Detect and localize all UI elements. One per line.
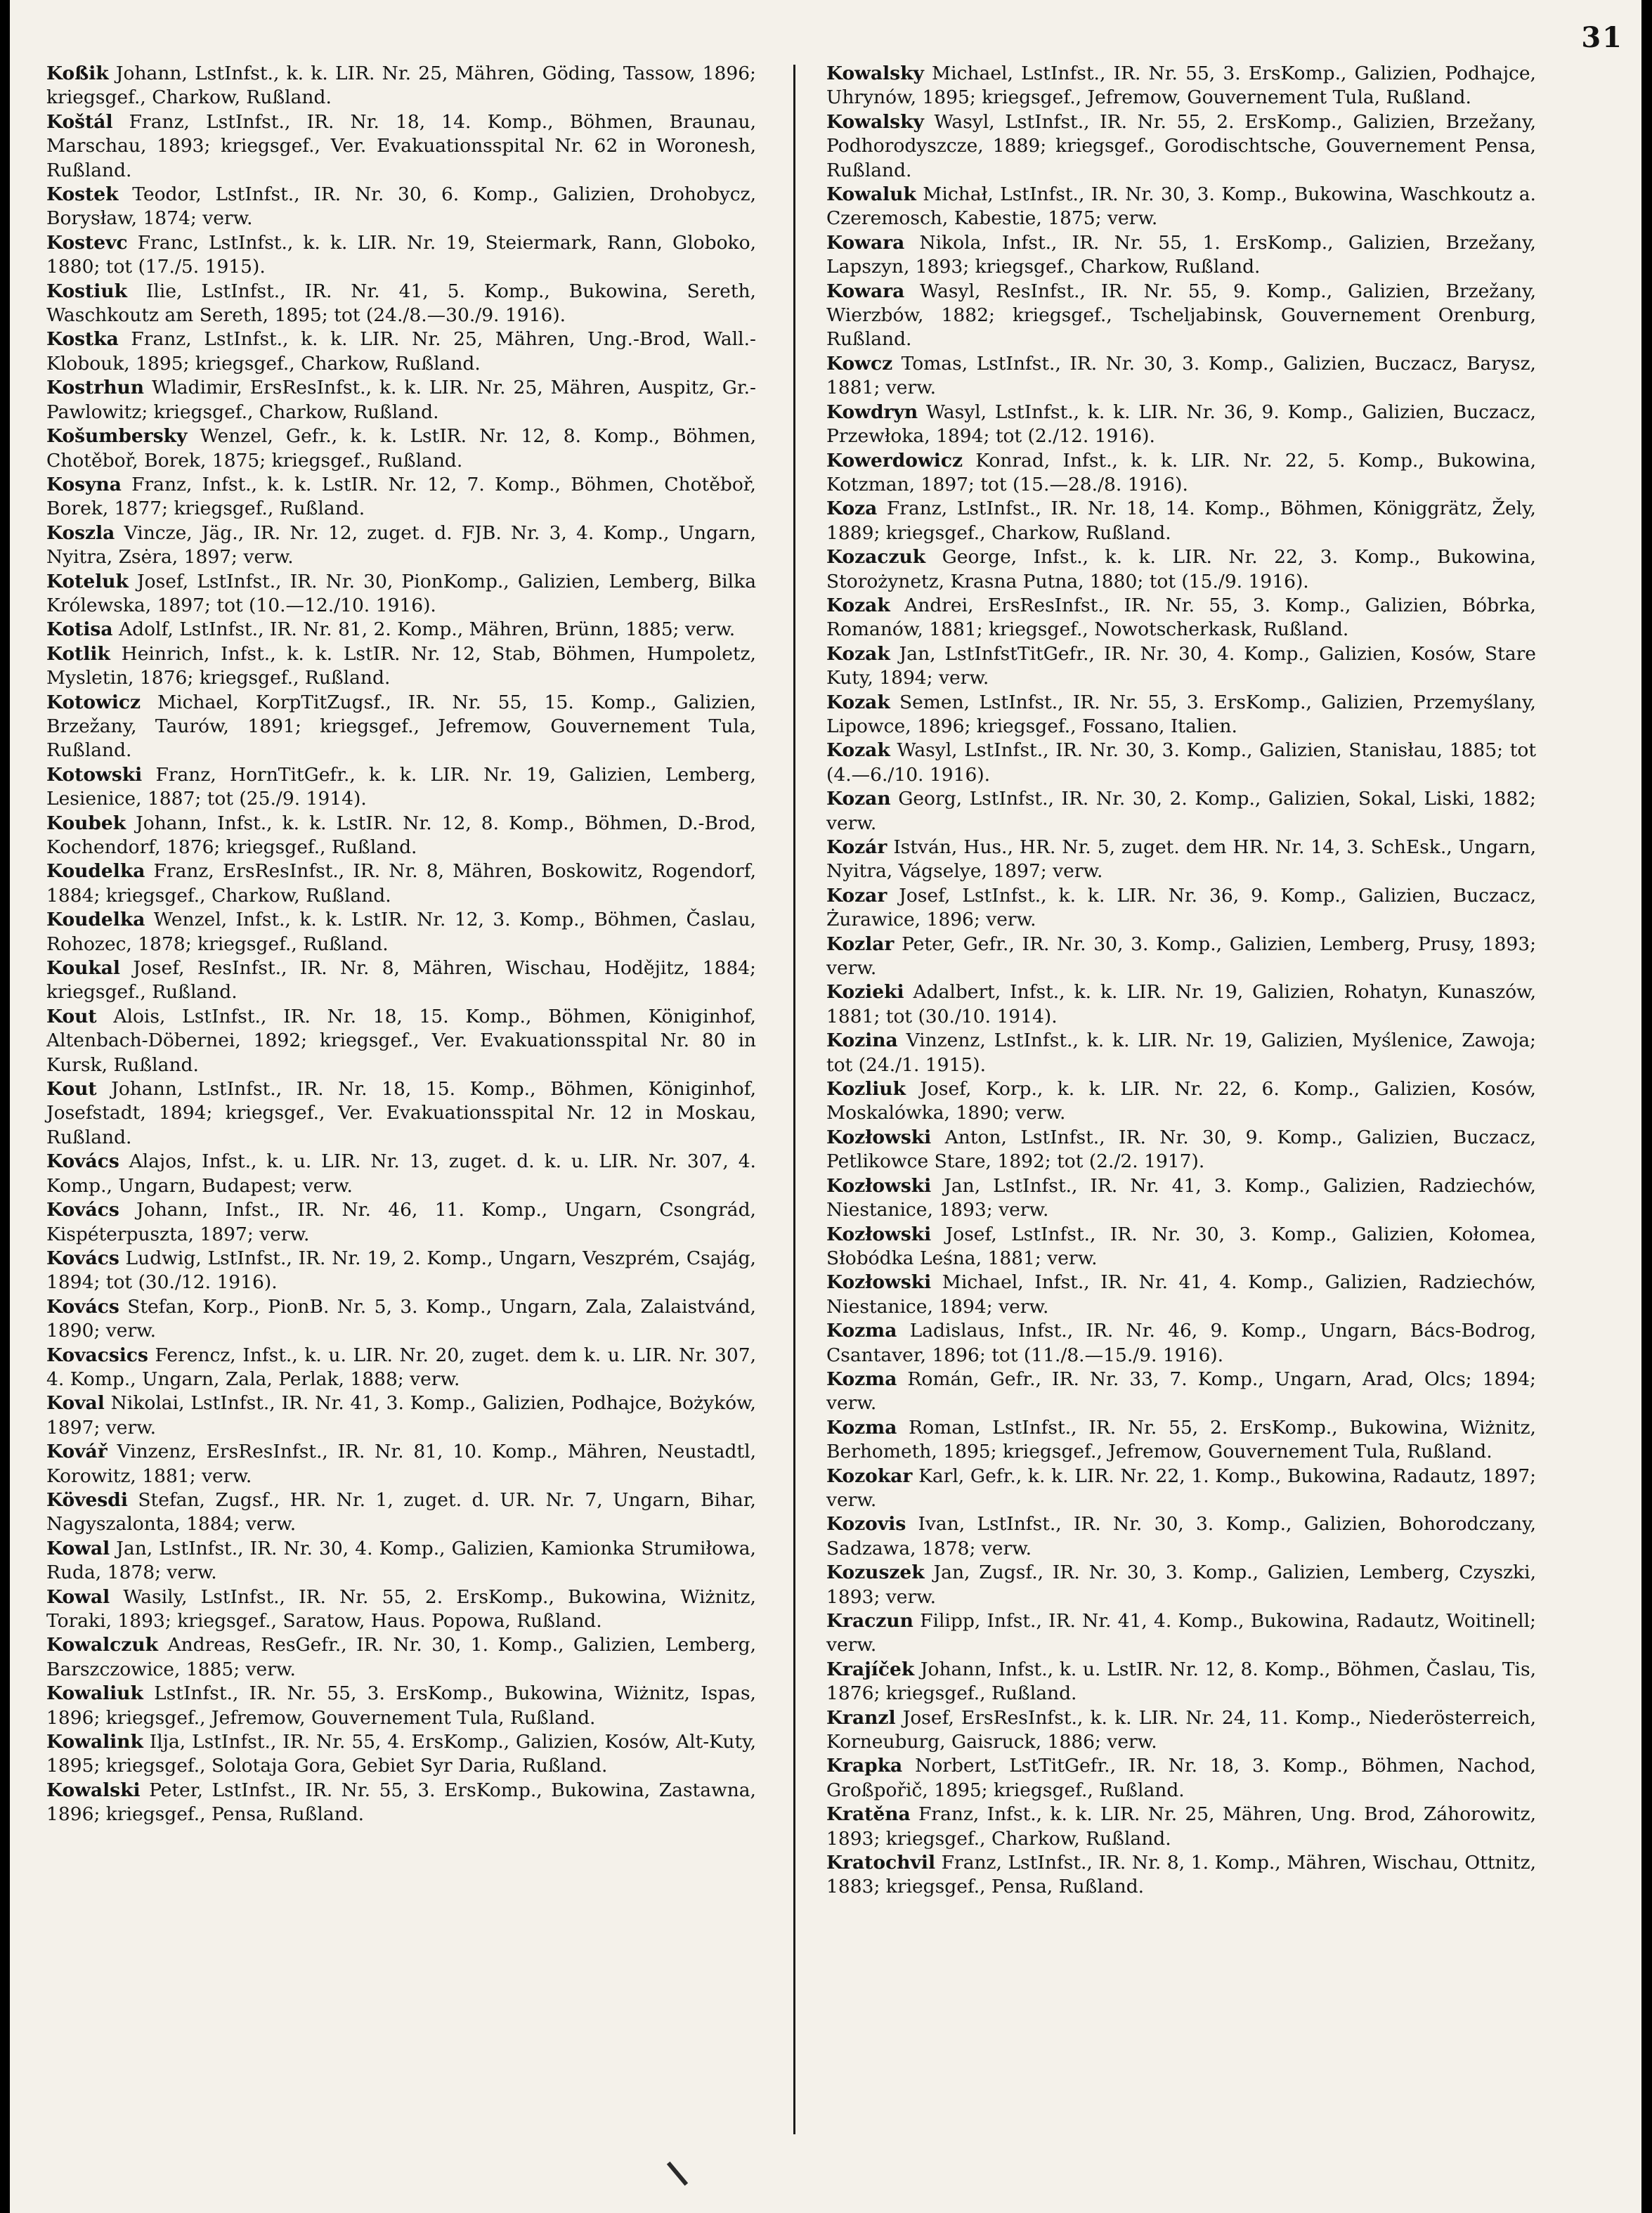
- casualty-entry: [46, 424, 756, 473]
- entry-details: Roman, LstInfst., IR. Nr. 55, 2. ErsKomp., Bukowina, Wiżnitz, Berhometh, 1895; kriegsgef., Jefremow, Gouvernement Tula, Rußland.: [826, 1416, 1536, 1463]
- casualty-entry: [46, 1779, 756, 1827]
- column-divider: [793, 65, 795, 2134]
- entry-surname: Kozłowski: [826, 1223, 932, 1245]
- entry-surname: Kotisa: [46, 618, 113, 641]
- casualty-entry: [46, 956, 756, 1005]
- entry-details: Ludwig, LstInfst., IR. Nr. 19, 2. Komp., Ungarn, Veszprém, Csajág, 1894; tot (30./12. 1916).: [46, 1247, 756, 1294]
- casualty-entry: [46, 62, 756, 110]
- casualty-entry: [826, 787, 1536, 836]
- entry-details: Michał, LstInfst., IR. Nr. 30, 3. Komp., Bukowina, Waschkoutz a. Czeremosch, Kabestie, 1875; verw.: [826, 183, 1536, 230]
- entry-surname: Kranzl: [826, 1706, 896, 1729]
- casualty-entry: [826, 642, 1536, 691]
- entry-details: Georg, LstInfst., IR. Nr. 30, 2. Komp., Galizien, Sokal, Liski, 1882; verw.: [826, 788, 1536, 834]
- casualty-entry: [826, 280, 1536, 352]
- entry-surname: Kratěna: [826, 1803, 911, 1826]
- casualty-entry: [826, 62, 1536, 110]
- entry-details: Josef, LstInfst., IR. Nr. 30, PionKomp., Galizien, Lemberg, Bilka Królewska, 1897; tot (10.—12./10. 1916).: [46, 570, 756, 616]
- entry-surname: Koza: [826, 498, 878, 520]
- casualty-entry: [46, 618, 756, 642]
- casualty-entry: [46, 473, 756, 521]
- entry-surname: Kozokar: [826, 1465, 913, 1487]
- entry-surname: Koubek: [46, 812, 126, 834]
- casualty-entry: [826, 545, 1536, 594]
- entry-details: Josef, ErsResInfst., k. k. LIR. Nr. 24, 11. Komp., Niederösterreich, Korneuburg, Gaisruck, 1886; verw.: [826, 1706, 1536, 1753]
- casualty-entry: [826, 1465, 1536, 1513]
- entry-surname: Kostevc: [46, 231, 128, 254]
- document-page: [10, 0, 1641, 2213]
- entry-details: Peter, Gefr., IR. Nr. 30, 3. Komp., Galizien, Lemberg, Prusy, 1893; verw.: [826, 933, 1536, 980]
- entry-details: Wenzel, Gefr., k. k. LstIR. Nr. 12, 8. Komp., Böhmen, Chotěboř, Borek, 1875; kriegsgef., Rußland.: [46, 425, 756, 472]
- casualty-entry: [46, 1150, 756, 1198]
- entry-details: Michael, Infst., IR. Nr. 41, 4. Komp., Galizien, Radziechów, Niestanice, 1894; verw.: [826, 1271, 1536, 1318]
- casualty-entry: [46, 280, 756, 328]
- entry-surname: Kozar: [826, 884, 887, 907]
- entry-surname: Koudelka: [46, 909, 145, 931]
- casualty-entry: [826, 1754, 1536, 1803]
- casualty-entry: [826, 1416, 1536, 1465]
- left-column: [46, 62, 756, 1827]
- entry-surname: Kozłowski: [826, 1271, 932, 1294]
- entry-surname: Kovář: [46, 1441, 108, 1463]
- entry-details: Wasyl, ResInfst., IR. Nr. 55, 9. Komp., Galizien, Brzežany, Wierzbów, 1882; kriegsgef., Tscheljabinsk, Gouvernement Orenburg, Rußland.: [826, 280, 1536, 351]
- entry-details: Wasyl, LstInfst., IR. Nr. 30, 3. Komp., Galizien, Stanisłau, 1885; tot (4.—6./10. 1916).: [826, 739, 1536, 786]
- entry-surname: Kostiuk: [46, 280, 127, 302]
- casualty-entry: [46, 231, 756, 280]
- entry-surname: Koštál: [46, 110, 113, 133]
- entry-surname: Kovács: [46, 1295, 119, 1318]
- entry-details: Michael, LstInfst., IR. Nr. 55, 3. ErsKomp., Galizien, Podhajce, Uhrynów, 1895; kriegsgef., Jefremow, Gouvernement Tula, Rußland.: [826, 63, 1536, 109]
- entry-details: Andrei, ErsResInfst., IR. Nr. 55, 3. Komp., Galizien, Bóbrka, Romanów, 1881; kriegsgef., Nowotscherkask, Rußland.: [826, 594, 1536, 641]
- entry-surname: Krapka: [826, 1755, 903, 1777]
- casualty-entry: [46, 1005, 756, 1077]
- entry-surname: Kozłowski: [826, 1126, 932, 1148]
- casualty-entry: [46, 1537, 756, 1585]
- entry-details: Franz, Infst., k. k. LIR. Nr. 25, Mähren, Ung. Brod, Záhorowitz, 1893; kriegsgef., Charkow, Rußland.: [826, 1803, 1536, 1850]
- page-number: 31: [1581, 21, 1623, 54]
- entry-details: George, Infst., k. k. LIR. Nr. 22, 3. Komp., Bukowina, Storożynetz, Krasna Putna, 1880; tot (15./9. 1916).: [826, 546, 1536, 592]
- entry-surname: Kosyna: [46, 473, 122, 495]
- entry-surname: Kowcz: [826, 352, 893, 375]
- casualty-entry: [826, 1077, 1536, 1126]
- entry-surname: Kowara: [826, 231, 905, 254]
- entry-details: Heinrich, Infst., k. k. LstIR. Nr. 12, Stab, Böhmen, Humpoletz, Mysletin, 1876; kriegsgef., Rußland.: [46, 642, 756, 689]
- entry-details: Josef, Korp., k. k. LIR. Nr. 22, 6. Komp., Galizien, Kosów, Moskalówka, 1890; verw.: [826, 1078, 1536, 1124]
- casualty-entry: [826, 352, 1536, 401]
- entry-details: Ivan, LstInfst., IR. Nr. 30, 3. Komp., Galizien, Bohorodczany, Sadzawa, 1878; verw.: [826, 1513, 1536, 1559]
- entry-details: Tomas, LstInfst., IR. Nr. 30, 3. Komp., Galizien, Buczacz, Barysz, 1881; verw.: [826, 352, 1536, 399]
- casualty-entry: [826, 1271, 1536, 1319]
- entry-surname: Kowerdowicz: [826, 449, 963, 472]
- entry-surname: Kraczun: [826, 1610, 913, 1632]
- entry-surname: Kovács: [46, 1199, 119, 1221]
- scan-artifact-mark: [667, 2162, 688, 2186]
- entry-details: Josef, LstInfst., k. k. LIR. Nr. 36, 9. Komp., Galizien, Buczacz, Żurawice, 1896; verw.: [826, 884, 1536, 931]
- entry-details: Román, Gefr., IR. Nr. 33, 7. Komp., Ungarn, Arad, Olcs; 1894; verw.: [826, 1368, 1536, 1415]
- entry-details: Alajos, Infst., k. u. LIR. Nr. 13, zuget. d. k. u. LIR. Nr. 307, 4. Komp., Ungarn, Budapest; verw.: [46, 1150, 756, 1197]
- entry-details: Teodor, LstInfst., IR. Nr. 30, 6. Komp., Galizien, Drohobycz, Borysław, 1874; verw.: [46, 183, 756, 230]
- entry-details: Johann, LstInfst., k. k. LIR. Nr. 25, Mähren, Göding, Tassow, 1896; kriegsgef., Charkow, Rußland.: [46, 63, 756, 109]
- casualty-entry: [826, 449, 1536, 498]
- entry-surname: Kozina: [826, 1030, 898, 1052]
- casualty-entry: [826, 110, 1536, 183]
- casualty-entry: [826, 1706, 1536, 1755]
- casualty-entry: [826, 739, 1536, 787]
- entry-details: Stefan, Zugsf., HR. Nr. 1, zuget. d. UR. Nr. 7, Ungarn, Bihar, Nagyszalonta, 1884; verw.: [46, 1488, 756, 1536]
- entry-surname: Kozak: [826, 739, 890, 762]
- entry-details: Johann, Infst., IR. Nr. 46, 11. Komp., Ungarn, Csongrád, Kispéterpuszta, 1897; verw.: [46, 1199, 756, 1245]
- entry-surname: Kozieki: [826, 981, 904, 1004]
- entry-surname: Kostka: [46, 328, 119, 351]
- entry-surname: Kovács: [46, 1150, 119, 1173]
- casualty-entry: [46, 1488, 756, 1537]
- entry-surname: Kozłowski: [826, 1174, 932, 1197]
- casualty-entry: [46, 1391, 756, 1440]
- entry-details: Karl, Gefr., k. k. LIR. Nr. 22, 1. Komp., Bukowina, Radautz, 1897; verw.: [826, 1465, 1537, 1511]
- entry-surname: Kowalink: [46, 1731, 143, 1753]
- entry-details: Franz, LstInfst., IR. Nr. 18, 14. Komp., Böhmen, Königgrätz, Žely, 1889; kriegsgef., Charkow, Rußland.: [826, 498, 1536, 544]
- entry-details: Johann, Infst., k. k. LstIR. Nr. 12, 8. Komp., Böhmen, D.-Brod, Kochendorf, 1876; kriegsgef., Rußland.: [46, 812, 756, 858]
- entry-details: Jan, LstInfstTitGefr., IR. Nr. 30, 4. Komp., Galizien, Kosów, Stare Kuty, 1894; verw.: [826, 642, 1536, 689]
- entry-details: Ilja, LstInfst., IR. Nr. 55, 4. ErsKomp., Galizien, Kosów, Alt-Kuty, 1895; kriegsgef., Solotaja Gora, Gebiet Syr Daria, Rußland.: [46, 1731, 756, 1777]
- entry-surname: Kowal: [46, 1537, 110, 1559]
- entry-details: Wasyl, LstInfst., IR. Nr. 55, 2. ErsKomp., Galizien, Brzežany, Podhorodyszcze, 1889; kriegsgef., Gorodischtsche, Gouvernement Pensa, Rußland.: [826, 110, 1536, 181]
- entry-surname: Kozovis: [826, 1513, 906, 1536]
- entry-surname: Kozaczuk: [826, 546, 926, 569]
- casualty-entry: [826, 691, 1536, 739]
- casualty-entry: [826, 836, 1536, 884]
- entry-details: Stefan, Korp., PionB. Nr. 5, 3. Komp., Ungarn, Zala, Zalaistvánd, 1890; verw.: [46, 1295, 756, 1342]
- entry-surname: Kozma: [826, 1320, 897, 1342]
- entry-surname: Kotowicz: [46, 691, 141, 713]
- entry-details: Alois, LstInfst., IR. Nr. 18, 15. Komp., Böhmen, Königinhof, Altenbach-Döbernei, 1892; kriegsgef., Ver. Evakuationsspital Nr. 80 in Kursk, Rußland.: [46, 1005, 756, 1076]
- entry-details: Vincze, Jäg., IR. Nr. 12, zuget. d. FJB. Nr. 3, 4. Komp., Ungarn, Nyitra, Zsėra, 1897; verw.: [46, 521, 756, 569]
- entry-surname: Kozlar: [826, 933, 895, 955]
- entry-surname: Kozak: [826, 691, 890, 713]
- entry-surname: Kowaliuk: [46, 1682, 143, 1705]
- casualty-entry: [46, 1682, 756, 1730]
- casualty-entry: [46, 183, 756, 231]
- entry-details: Franz, LstInfst., k. k. LIR. Nr. 25, Mähren, Ung.-Brod, Wall.-Klobouk, 1895; kriegsgef., Charkow, Rußland.: [46, 328, 756, 375]
- right-column: [826, 62, 1536, 1900]
- entry-details: Franz, HornTitGefr., k. k. LIR. Nr. 19, Galizien, Lemberg, Lesienice, 1887; tot (25./9. 1914).: [46, 763, 756, 810]
- entry-details: Konrad, Infst., k. k. LIR. Nr. 22, 5. Komp., Bukowina, Kotzman, 1897; tot (15.—28./8. 1916).: [826, 449, 1536, 495]
- entry-surname: Kozan: [826, 788, 891, 810]
- entry-surname: Kostrhun: [46, 377, 145, 399]
- entry-details: Franc, LstInfst., k. k. LIR. Nr. 19, Steiermark, Rann, Globoko, 1880; tot (17./5. 1915).: [46, 231, 756, 278]
- casualty-entry: [46, 1730, 756, 1779]
- entry-surname: Kozliuk: [826, 1078, 906, 1101]
- entry-details: Ladislaus, Infst., IR. Nr. 46, 9. Komp., Ungarn, Bács-Bodrog, Csantaver, 1896; tot (11./8.—15./9. 1916).: [826, 1320, 1536, 1366]
- entry-details: Adalbert, Infst., k. k. LIR. Nr. 19, Galizien, Rohatyn, Kunaszów, 1881; tot (30./10. 1914).: [826, 981, 1536, 1027]
- casualty-entry: [46, 570, 756, 618]
- casualty-entry: [46, 1585, 756, 1634]
- entry-surname: Kozak: [826, 594, 890, 616]
- casualty-entry: [826, 1803, 1536, 1851]
- entry-surname: Koudelka: [46, 860, 145, 883]
- entry-surname: Kostek: [46, 183, 119, 206]
- entry-details: Andreas, ResGefr., IR. Nr. 30, 1. Komp., Galizien, Lemberg, Barszczowice, 1885; verw.: [46, 1634, 756, 1680]
- entry-details: Vinzenz, LstInfst., k. k. LIR. Nr. 19, Galizien, Myślenice, Zawoja; tot (24./1. 1915).: [826, 1030, 1536, 1076]
- entry-surname: Kotlik: [46, 642, 110, 665]
- entry-surname: Kowara: [826, 280, 905, 302]
- casualty-entry: [826, 980, 1536, 1029]
- entry-details: Michael, KorpTitZugsf., IR. Nr. 55, 15. Komp., Galizien, Brzežany, Taurów, 1891; kriegsgef., Jefremow, Gouvernement Tula, Rußland.: [46, 691, 756, 762]
- casualty-entry: [826, 1609, 1536, 1658]
- entry-surname: Kowalski: [46, 1779, 141, 1801]
- entry-surname: Koukal: [46, 957, 120, 980]
- entry-surname: Kowaluk: [826, 183, 916, 206]
- casualty-entry: [46, 327, 756, 376]
- casualty-entry: [46, 859, 756, 908]
- casualty-entry: [46, 908, 756, 956]
- entry-details: Nikolai, LstInfst., IR. Nr. 41, 3. Komp., Galizien, Podhajce, Bożyków, 1897; verw.: [46, 1392, 756, 1439]
- casualty-entry: [46, 521, 756, 570]
- casualty-entry: [826, 1851, 1536, 1900]
- entry-surname: Koßik: [46, 63, 109, 84]
- entry-details: Adolf, LstInfst., IR. Nr. 81, 2. Komp., Mähren, Brünn, 1885; verw.: [118, 618, 736, 641]
- entry-details: Franz, LstInfst., IR. Nr. 8, 1. Komp., Mähren, Wischau, Ottnitz, 1883; kriegsgef., Pensa, Rußland.: [826, 1852, 1536, 1898]
- entry-surname: Kowalczuk: [46, 1634, 158, 1656]
- entry-details: Wasily, LstInfst., IR. Nr. 55, 2. ErsKomp., Bukowina, Wiżnitz, Toraki, 1893; kriegsgef., Saratow, Haus. Popowa, Rußland.: [46, 1585, 756, 1632]
- entry-details: Franz, LstInfst., IR. Nr. 18, 14. Komp., Böhmen, Braunau, Marschau, 1893; kriegsgef., Ver. Evakuationsspital Nr. 62 in Woronesh, Rußland.: [46, 110, 756, 181]
- entry-details: Wladimir, ErsResInfst., k. k. LIR. Nr. 25, Mähren, Auspitz, Gr.-Pawlowitz; kriegsgef., Charkow, Rußland.: [46, 377, 756, 423]
- casualty-entry: [46, 812, 756, 860]
- casualty-entry: [46, 642, 756, 691]
- entry-details: Vinzenz, ErsResInfst., IR. Nr. 81, 10. Komp., Mähren, Neustadtl, Korowitz, 1881; verw.: [46, 1441, 756, 1487]
- casualty-entry: [46, 1633, 756, 1682]
- casualty-entry: [826, 1126, 1536, 1174]
- casualty-entry: [46, 691, 756, 763]
- entry-details: Jan, LstInfst., IR. Nr. 30, 4. Komp., Galizien, Kamionka Strumiłowa, Ruda, 1878; verw.: [46, 1537, 756, 1584]
- entry-surname: Koteluk: [46, 570, 129, 592]
- entry-surname: Kozuszek: [826, 1562, 925, 1584]
- casualty-entry: [826, 594, 1536, 642]
- casualty-entry: [826, 933, 1536, 981]
- entry-details: Josef, LstInfst., IR. Nr. 30, 3. Komp., Galizien, Kołomea, Słobódka Leśna, 1881; verw.: [826, 1223, 1536, 1269]
- entry-surname: Kout: [46, 1078, 97, 1101]
- casualty-entry: [826, 497, 1536, 545]
- entry-surname: Kratochvil: [826, 1852, 936, 1874]
- casualty-entry: [46, 1440, 756, 1488]
- entry-surname: Košumbersky: [46, 425, 188, 448]
- entry-details: Johann, Infst., k. u. LstIR. Nr. 12, 8. Komp., Böhmen, Časlau, Tis, 1876; kriegsgef., Rußland.: [826, 1658, 1536, 1705]
- casualty-entry: [46, 110, 756, 183]
- entry-surname: Kövesdi: [46, 1488, 128, 1511]
- entry-details: Franz, ErsResInfst., IR. Nr. 8, Mähren, Boskowitz, Rogendorf, 1884; kriegsgef., Charkow, Rußland.: [46, 860, 756, 907]
- entry-surname: Kowalsky: [826, 110, 924, 133]
- entry-surname: Kotowski: [46, 763, 143, 786]
- entry-surname: Kowalsky: [826, 63, 924, 84]
- entry-surname: Koszla: [46, 521, 115, 544]
- entry-details: Wasyl, LstInfst., k. k. LIR. Nr. 36, 9. Komp., Galizien, Buczacz, Przewłoka, 1894; tot (2./12. 1916).: [826, 401, 1536, 448]
- entry-details: Jan, Zugsf., IR. Nr. 30, 3. Komp., Galizien, Lemberg, Czyszki, 1893; verw.: [826, 1562, 1536, 1608]
- entry-surname: Kovács: [46, 1247, 119, 1269]
- casualty-entry: [46, 1198, 756, 1247]
- entry-details: Anton, LstInfst., IR. Nr. 30, 9. Komp., Galizien, Buczacz, Petlikowce Stare, 1892; tot (2./2. 1917).: [826, 1126, 1536, 1173]
- entry-details: Ferencz, Infst., k. u. LIR. Nr. 20, zuget. dem k. u. LIR. Nr. 307, 4. Komp., Ungarn, Zala, Perlak, 1888; verw.: [46, 1344, 756, 1390]
- entry-details: Peter, LstInfst., IR. Nr. 55, 3. ErsKomp., Bukowina, Zastawna, 1896; kriegsgef., Pensa, Rußland.: [46, 1779, 756, 1826]
- entry-surname: Kozár: [826, 836, 887, 858]
- entry-details: Ilie, LstInfst., IR. Nr. 41, 5. Komp., Bukowina, Sereth, Waschkoutz am Sereth, 1895; tot (24./8.—30./9. 1916).: [46, 280, 756, 327]
- entry-surname: Kowal: [46, 1585, 110, 1608]
- casualty-entry: [826, 1561, 1536, 1609]
- casualty-entry: [46, 376, 756, 424]
- casualty-entry: [826, 183, 1536, 231]
- casualty-entry: [826, 1174, 1536, 1223]
- entry-surname: Koval: [46, 1392, 105, 1415]
- entry-details: István, Hus., HR. Nr. 5, zuget. dem HR. Nr. 14, 3. SchEsk., Ungarn, Nyitra, Vágselye, 1897; verw.: [826, 836, 1536, 883]
- casualty-entry: [46, 763, 756, 812]
- casualty-entry: [826, 401, 1536, 449]
- casualty-entry: [826, 1029, 1536, 1077]
- entry-details: Nikola, Infst., IR. Nr. 55, 1. ErsKomp., Galizien, Brzežany, Lapszyn, 1893; kriegsgef., Charkow, Rußland.: [826, 231, 1536, 278]
- entry-surname: Kozma: [826, 1416, 897, 1439]
- entry-details: Semen, LstInfst., IR. Nr. 55, 3. ErsKomp., Galizien, Przemyślany, Lipowce, 1896; kriegsgef., Fossano, Italien.: [826, 691, 1536, 737]
- entry-details: Jan, LstInfst., IR. Nr. 41, 3. Komp., Galizien, Radziechów, Niestanice, 1893; verw.: [826, 1174, 1536, 1221]
- entry-surname: Kozma: [826, 1368, 897, 1390]
- entry-surname: Krajíček: [826, 1658, 915, 1680]
- casualty-entry: [826, 1512, 1536, 1561]
- casualty-entry: [46, 1247, 756, 1295]
- entry-details: Wenzel, Infst., k. k. LstIR. Nr. 12, 3. Komp., Böhmen, Časlau, Rohozec, 1878; kriegsgef., Rußland.: [46, 909, 756, 955]
- entry-details: Johann, LstInfst., IR. Nr. 18, 15. Komp., Böhmen, Königinhof, Josefstadt, 1894; kriegsgef., Ver. Evakuationsspital Nr. 12 in Moskau, Rußland.: [46, 1078, 756, 1148]
- casualty-entry: [826, 1319, 1536, 1368]
- casualty-entry: [826, 1658, 1536, 1706]
- entry-details: Franz, Infst., k. k. LstIR. Nr. 12, 7. Komp., Böhmen, Chotěboř, Borek, 1877; kriegsgef., Rußland.: [46, 473, 756, 520]
- entry-surname: Kout: [46, 1005, 97, 1027]
- casualty-entry: [826, 1368, 1536, 1416]
- entry-surname: Kowdryn: [826, 401, 918, 423]
- entry-details: LstInfst., IR. Nr. 55, 3. ErsKomp., Bukowina, Wiżnitz, Ispas, 1896; kriegsgef., Jefremow, Gouvernement Tula, Rußland.: [46, 1682, 756, 1729]
- entry-details: Josef, ResInfst., IR. Nr. 8, Mähren, Wischau, Hodějitz, 1884; kriegsgef., Rußland.: [46, 957, 756, 1004]
- casualty-entry: [46, 1077, 756, 1150]
- casualty-entry: [46, 1344, 756, 1392]
- casualty-entry: [46, 1295, 756, 1344]
- casualty-entry: [826, 1223, 1536, 1271]
- entry-details: Filipp, Infst., IR. Nr. 41, 4. Komp., Bukowina, Radautz, Woitinell; verw.: [826, 1610, 1536, 1656]
- entry-surname: Kozak: [826, 642, 890, 665]
- casualty-entry: [826, 231, 1536, 280]
- casualty-entry: [826, 884, 1536, 933]
- entry-surname: Kovacsics: [46, 1344, 148, 1366]
- entry-details: Norbert, LstTitGefr., IR. Nr. 18, 3. Komp., Böhmen, Nachod, Großpořič, 1895; kriegsgef., Rußland.: [826, 1755, 1536, 1801]
